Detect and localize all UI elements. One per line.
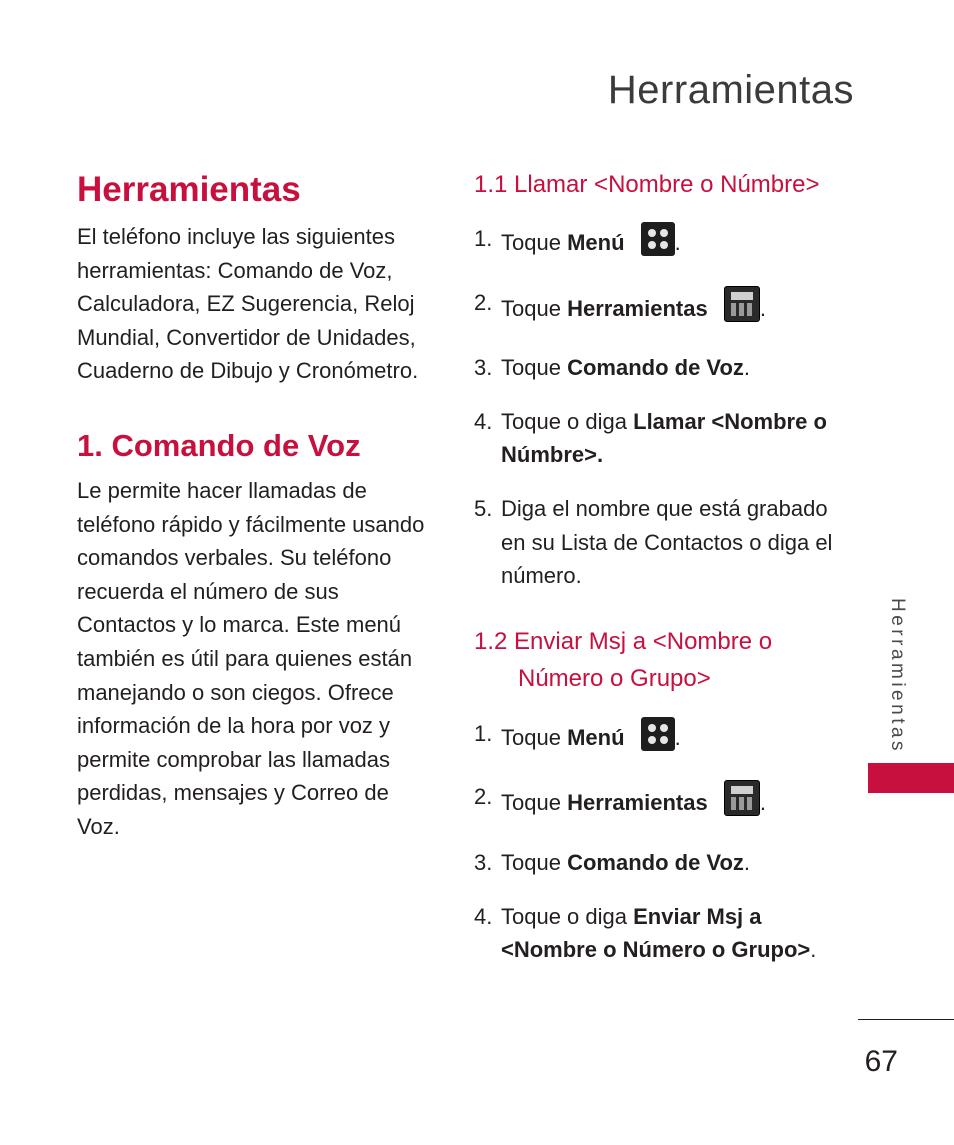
step-number: 3. <box>474 849 493 875</box>
step-item <box>474 492 834 593</box>
page-number: 67 <box>864 1045 898 1078</box>
page-title: Herramientas <box>77 170 301 209</box>
subsection-title-call: 1.1 Llamar <Nombre o Númbre> <box>474 171 820 198</box>
side-tab-label: Herramientas <box>887 598 908 755</box>
step-end: . <box>759 790 766 816</box>
step-number: 1. <box>474 226 493 251</box>
step-bold-text: Herramientas <box>567 790 708 816</box>
step-item <box>474 717 834 761</box>
step-number: 5. <box>474 495 493 521</box>
step-item <box>474 351 834 385</box>
step-number: 3. <box>474 355 493 381</box>
subsection-title-send-message: 1.2 Enviar Msj a <Nombre o Número o Grupo> <box>474 627 773 692</box>
step-item <box>474 900 834 967</box>
step-end: . <box>674 230 681 255</box>
step-item <box>474 286 834 332</box>
step-item <box>474 846 834 880</box>
steps-list-call <box>474 222 834 593</box>
step-bold-text: Menú <box>567 230 625 255</box>
step-item <box>474 222 834 266</box>
step-end: . <box>810 937 817 963</box>
step-text: Toque <box>501 230 561 255</box>
section-title: 1. Comando de Voz <box>77 427 361 463</box>
steps-list-send-message <box>474 717 834 967</box>
step-number: 1. <box>474 720 493 746</box>
step-text: Toque <box>501 724 561 750</box>
left-column <box>77 168 427 844</box>
step-end: . <box>743 849 751 875</box>
section-paragraph: Le permite hacer llamadas de teléfono rápido y fácilmente usando comandos verbales. Su teléfono recuerda el número de sus Contactos y lo marca. Este menú también es útil para quienes están manejando o son ciegos. Ofrece información de la hora por voz y permite comprobar las llamadas perdidas, mensajes y Correo de Voz. <box>77 477 425 839</box>
menu-icon <box>641 717 675 761</box>
step-text: Toque o diga <box>501 903 627 929</box>
step-end: . <box>759 295 766 321</box>
tools-icon <box>724 780 760 826</box>
side-tab-marker <box>868 763 954 793</box>
step-text: Toque <box>501 355 561 381</box>
step-item <box>474 405 834 472</box>
step-item <box>474 780 834 826</box>
step-text: Toque <box>501 849 561 875</box>
running-header-title: Herramientas <box>607 68 854 112</box>
step-bold-text: Comando de Voz <box>567 355 744 381</box>
tools-icon <box>724 286 760 332</box>
step-text: Diga el nombre que está grabado en su Lista de Contactos o diga el número. <box>501 495 833 589</box>
step-end: . <box>743 355 751 381</box>
step-text: Toque <box>501 790 561 816</box>
step-bold-text: Llamar <Nombre o Númbre>. <box>501 408 827 468</box>
footer-divider <box>858 1019 954 1020</box>
step-number: 4. <box>474 903 493 929</box>
menu-icon <box>641 222 675 266</box>
step-bold-text: Enviar Msj a <Nombre o Número o Grupo> <box>501 903 811 963</box>
step-number: 2. <box>474 289 493 315</box>
right-column <box>474 168 834 967</box>
step-bold-text: Comando de Voz <box>567 849 744 875</box>
step-bold-text: Menú <box>567 724 625 750</box>
step-text: Toque <box>501 295 561 321</box>
intro-paragraph: El teléfono incluye las siguientes herramientas: Comando de Voz, Calculadora, EZ Sugerencia, Reloj Mundial, Convertidor de Unidades, Cuaderno de Dibujo y Cronómetro. <box>77 224 419 384</box>
step-end: . <box>674 724 681 750</box>
step-number: 4. <box>474 408 493 434</box>
step-number: 2. <box>474 784 493 810</box>
step-bold-text: Herramientas <box>567 295 708 321</box>
step-text: Toque o diga <box>501 408 627 434</box>
